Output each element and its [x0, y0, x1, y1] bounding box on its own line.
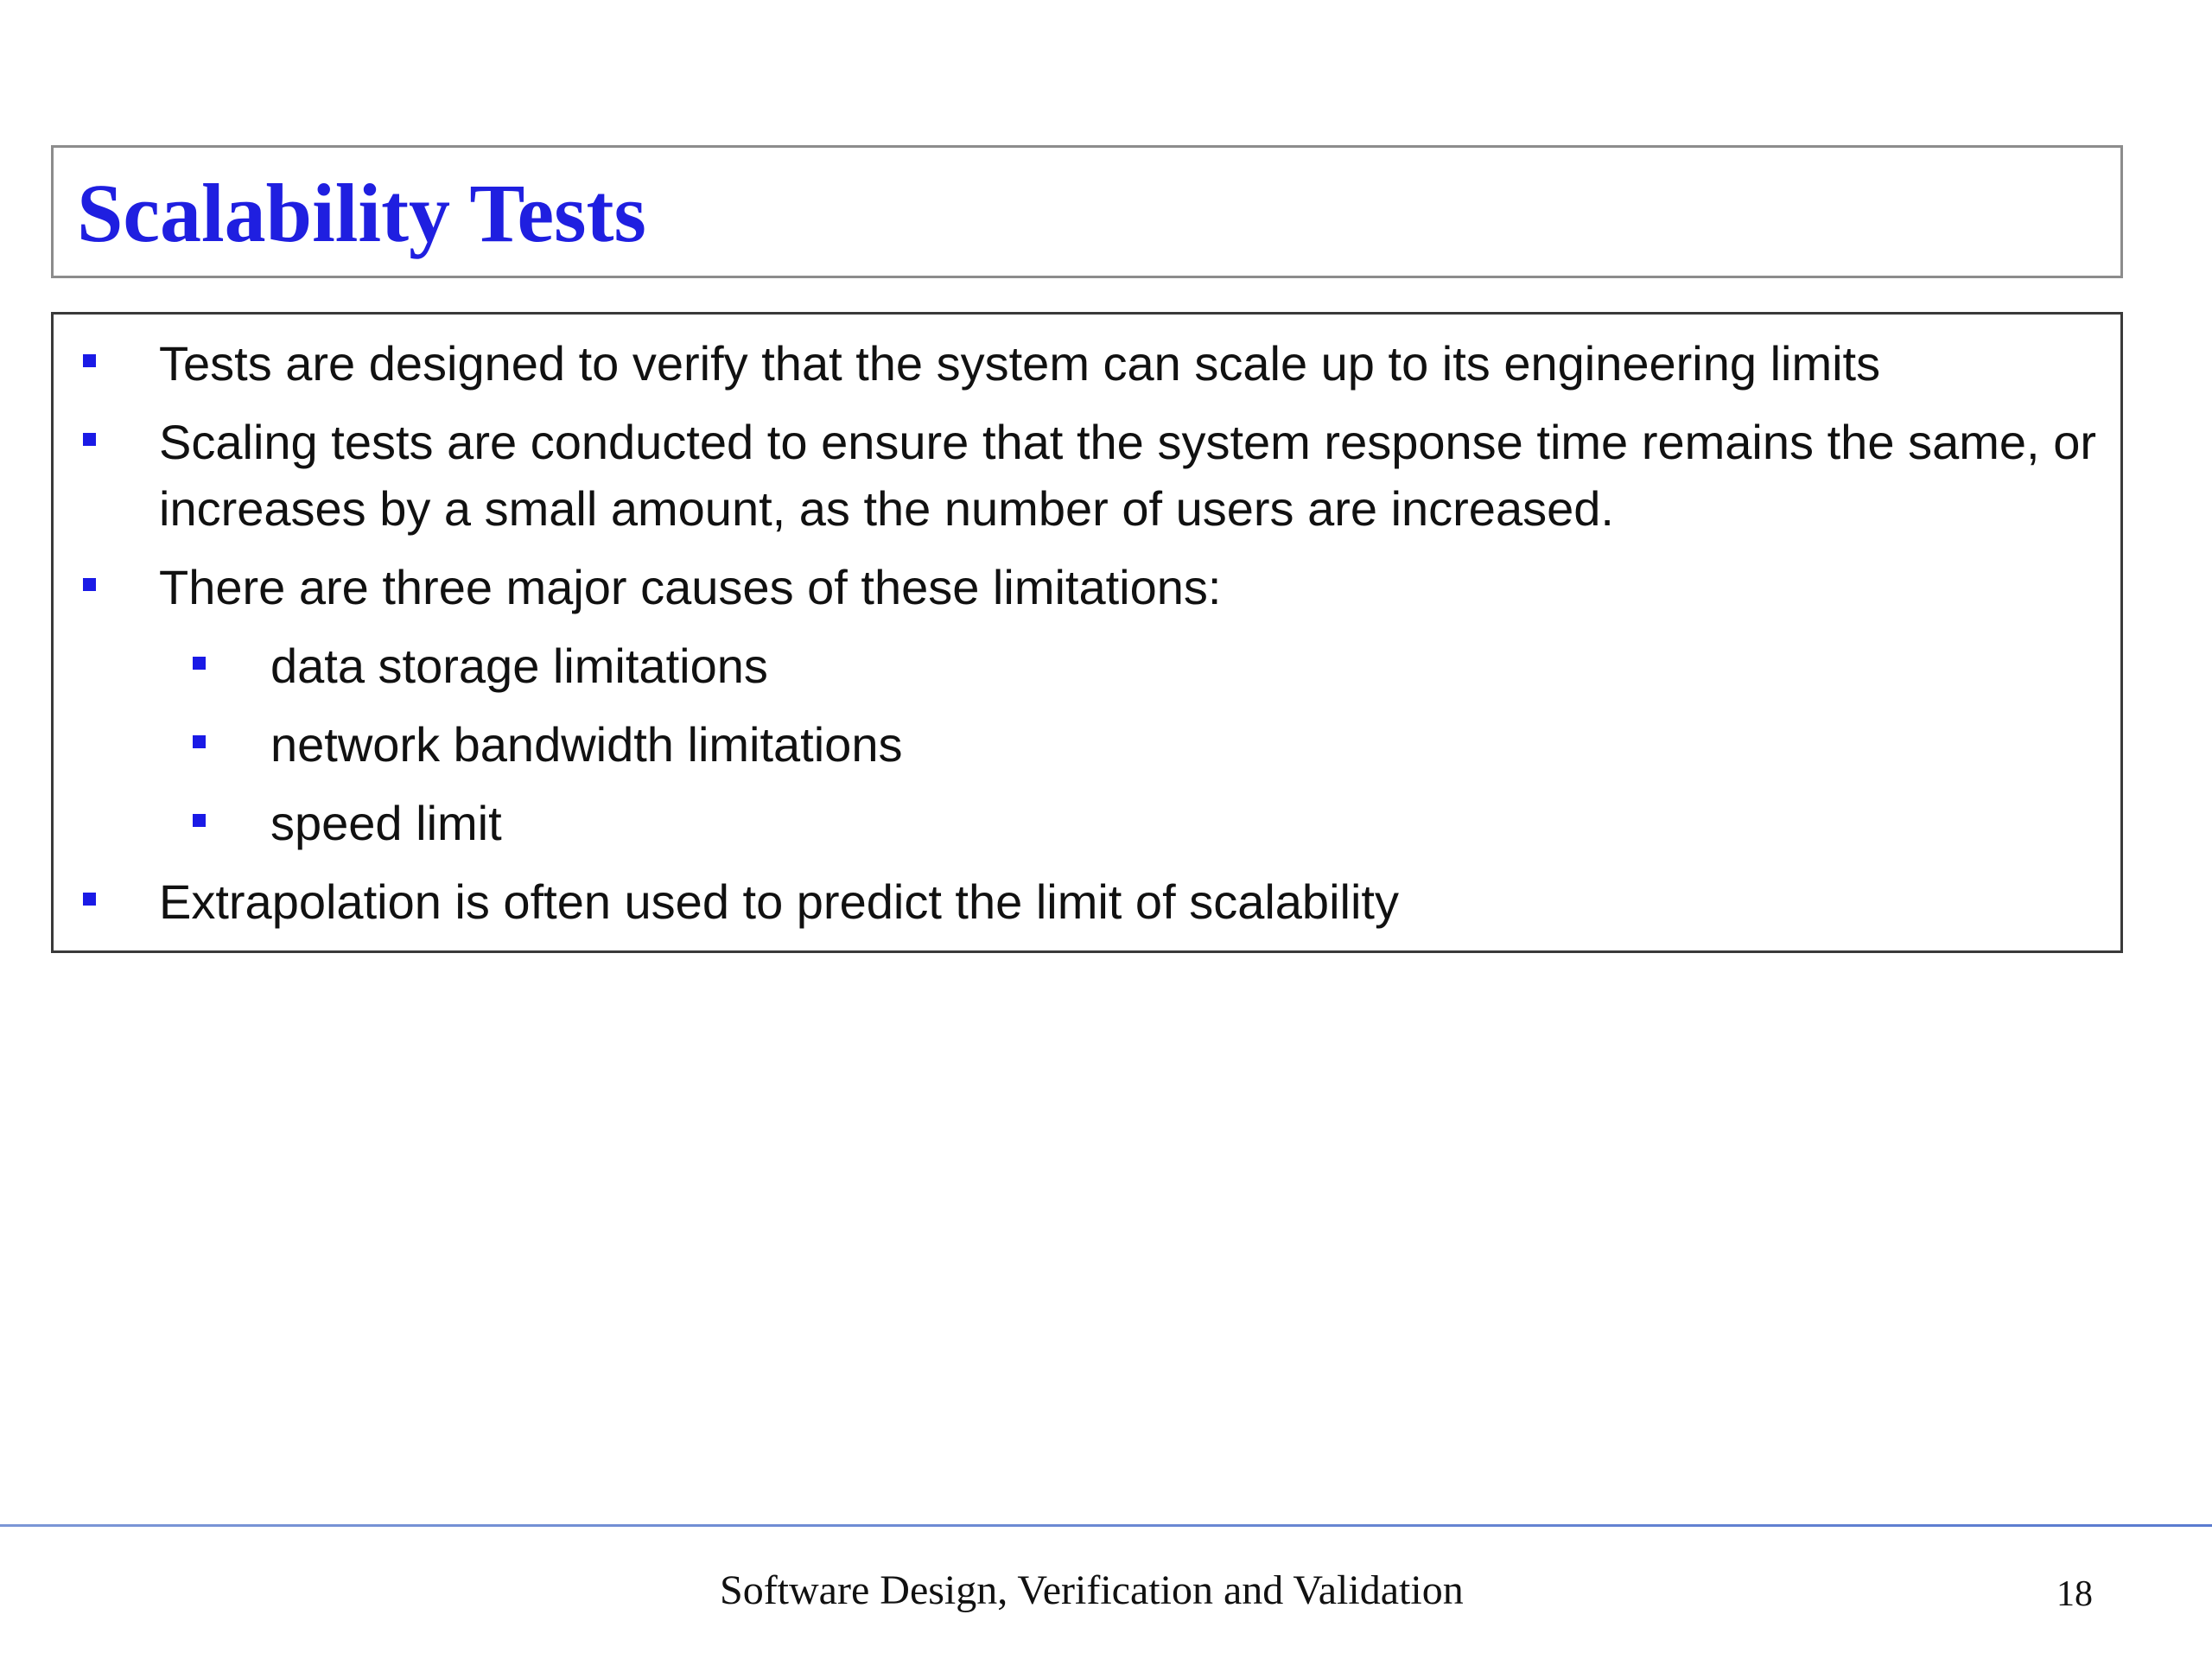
footer-course-title: Software Design, Verification and Validation — [720, 1567, 1464, 1613]
square-bullet-icon — [193, 814, 206, 827]
square-bullet-icon — [83, 433, 96, 446]
sub-bullet-item — [54, 790, 2120, 856]
square-bullet-icon — [193, 657, 206, 670]
bullet-item — [54, 554, 2120, 620]
sub-bullet-text: network bandwidth limitations — [270, 717, 903, 772]
content-box — [51, 312, 2123, 953]
bullet-item — [54, 330, 2120, 397]
title-box — [51, 145, 2123, 278]
bullet-text: Tests are designed to verify that the system can scale up to its engineering limits — [159, 336, 1881, 391]
square-bullet-icon — [83, 893, 96, 906]
bullet-item — [54, 409, 2120, 542]
square-bullet-icon — [193, 735, 206, 748]
square-bullet-icon — [83, 354, 96, 367]
bullet-item — [54, 868, 2120, 935]
bullet-text: There are three major causes of these limitations: — [159, 560, 1222, 614]
sub-bullet-item — [54, 632, 2120, 699]
bullet-text: Extrapolation is often used to predict the limit of scalability — [159, 874, 1399, 929]
square-bullet-icon — [83, 578, 96, 591]
sub-bullet-text: speed limit — [270, 796, 502, 850]
bullet-list — [54, 330, 2120, 947]
page-number: 18 — [2056, 1574, 2093, 1614]
sub-bullet-text: data storage limitations — [270, 639, 768, 693]
slide-title: Scalability Tests — [77, 167, 646, 259]
bullet-text: Scaling tests are conducted to ensure that the system response time remains the same, or increases by a small amount, as the number of users are increased. — [159, 415, 2096, 536]
sub-bullet-item — [54, 711, 2120, 778]
footer-divider — [0, 1524, 2212, 1527]
